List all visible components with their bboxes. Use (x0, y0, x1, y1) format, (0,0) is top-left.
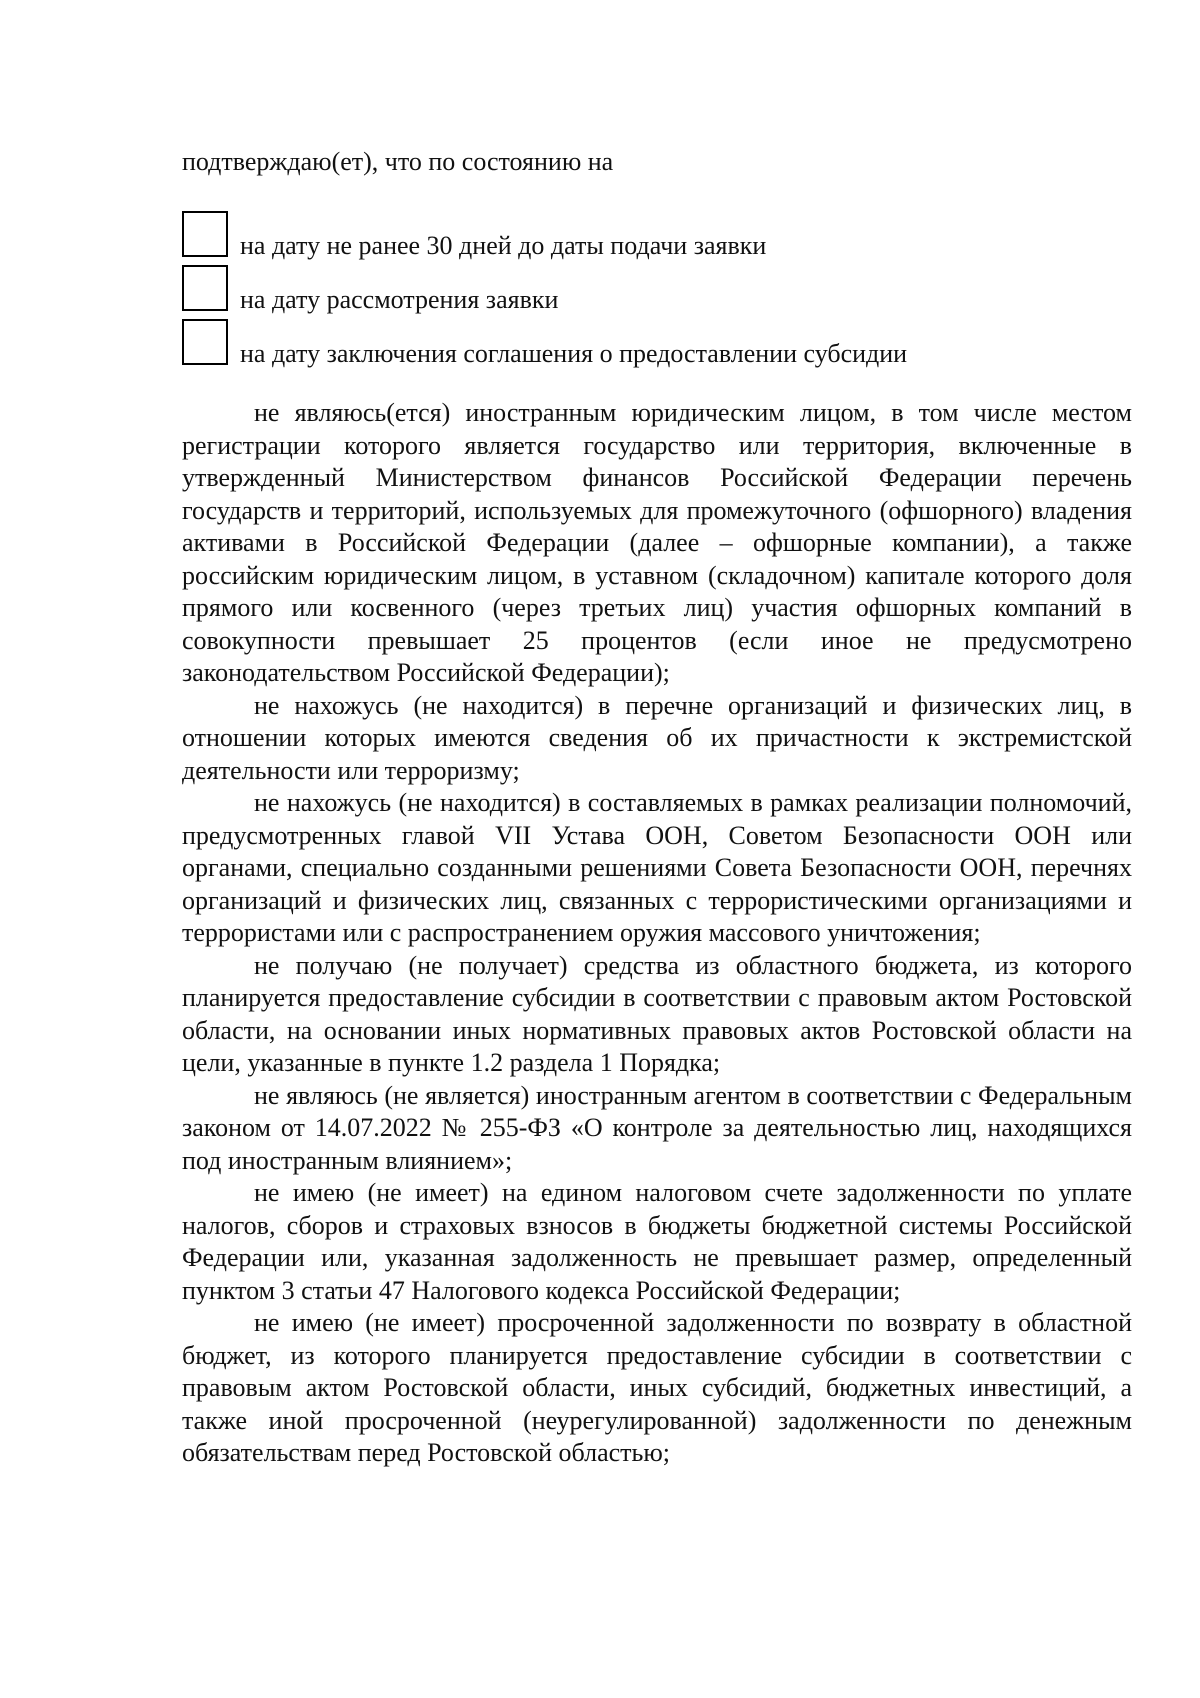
paragraph-offshore: не являюсь(ется) иностранным юридическим лицом, в том числе местом регистрации которого является государство или территория, включенные в утвержденный Министерством финансов Российской Федерации перечень государств и территорий, используемых для промежуточного (офшорного) владения активами в Российской Федерации (далее – офшорные компании), а также российским юридическим лицом, в уставном (складочном) капитале которого доля прямого или косвенного (через третьих лиц) участия офшорных компаний в совокупности превышает 25 процентов (если иное не предусмотрено законодательством Российской Федерации); (182, 398, 1132, 687)
paragraph-foreign-agent: не являюсь (не является) иностранным агентом в соответствии с Федеральным законом от 14.07.2022 № 255-ФЗ «О контроле за деятельностью лиц, находящихся под иностранным влиянием»; (182, 1080, 1132, 1175)
paragraph-tax-debt: не имею (не имеет) на едином налоговом счете задолженности по уплате налогов, сборов и страховых взносов в бюджеты бюджетной системы Российской Федерации или, указанная задолженность не превышает размер, определенный пунктом 3 статьи 47 Налогового кодекса Российской Федерации; (182, 1178, 1132, 1305)
checkbox-application-date[interactable] (182, 211, 228, 257)
option-review-date (182, 261, 1122, 315)
option-label: на дату не ранее 30 дней до даты подачи заявки (240, 231, 767, 260)
paragraph-budget-funds: не получаю (не получает) средства из областного бюджета, из которого планируется предоставление субсидии в соответствии с правовым актом Ростовской области, на основании иных нормативных правовых актов Ростовской области на цели, указанные в пункте 1.2 раздела 1 Порядка; (182, 950, 1132, 1077)
option-application-date (182, 207, 1122, 261)
checkbox-review-date[interactable] (182, 265, 228, 311)
paragraph-un-lists: не нахожусь (не находится) в составляемых в рамках реализации полномочий, предусмотренных главой VII Устава ООН, Советом Безопасности ООН или органами, специально созданными решениями Совета Безопасности ООН, перечнях организаций и физических лиц, связанных с террористическими организациями и террористами или с распространением оружия массового уничтожения; (182, 788, 1132, 947)
paragraph-extremism: не нахожусь (не находится) в перечне организаций и физических лиц, в отношении которых имеются сведения об их причастности к экстремистской деятельности или терроризму; (182, 690, 1132, 785)
option-label: на дату заключения соглашения о предоставлении субсидии (240, 339, 908, 368)
option-label: на дату рассмотрения заявки (240, 285, 559, 314)
declaration-body (182, 397, 1132, 1470)
date-options (182, 207, 1122, 369)
intro-text: подтверждаю(ет), что по состоянию на (182, 147, 614, 176)
option-agreement-date (182, 315, 1122, 369)
paragraph-overdue-debt: не имею (не имеет) просроченной задолженности по возврату в областной бюджет, из которого планируется предоставление субсидии в соответствии с правовым актом Ростовской области, иных субсидий, бюджетных инвестиций, а также иной просроченной (неурегулированной) задолженности по денежным обязательствам перед Ростовской областью; (182, 1308, 1132, 1467)
checkbox-agreement-date[interactable] (182, 319, 228, 365)
